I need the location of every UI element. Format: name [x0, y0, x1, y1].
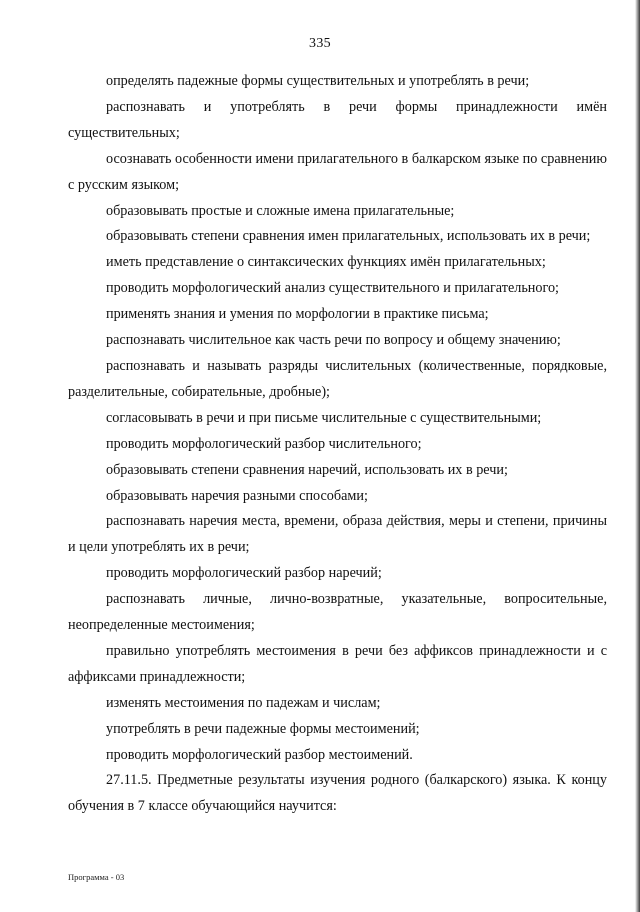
paragraph: осознавать особенности имени прилагательного в балкарском языке по сравнению с русским языком;	[68, 150, 607, 193]
paragraph: распознавать личные, лично-возвратные, указательные, вопросительные, неопределенные местоимения;	[68, 591, 607, 634]
paragraph: проводить морфологический разбор числительного;	[106, 435, 422, 452]
paragraph: образовывать степени сравнения наречий, использовать их в речи;	[106, 461, 508, 478]
page-footer: Программа - 03	[68, 872, 125, 882]
paragraph: иметь представление о синтаксических функциях имён прилагательных;	[106, 254, 546, 271]
page-number: 335	[309, 36, 331, 51]
paragraph: изменять местоимения по падежам и числам;	[106, 694, 381, 711]
scan-edge-shadow	[635, 0, 640, 912]
paragraph: распознавать наречия места, времени, образа действия, меры и степени, причины и цели употреблять их в речи;	[68, 513, 607, 556]
paragraph: правильно употреблять местоимения в речи без аффиксов принадлежности и с аффиксами принадлежности;	[68, 642, 607, 685]
paragraph: употреблять в речи падежные формы местоимений;	[106, 720, 420, 737]
paragraph: образовывать степени сравнения имен прилагательных, использовать их в речи;	[106, 228, 591, 245]
paragraph: проводить морфологический разбор наречий;	[106, 565, 382, 582]
paragraph: проводить морфологический разбор местоимений.	[106, 746, 413, 763]
paragraph: распознавать числительное как часть речи по вопросу и общему значению;	[106, 332, 561, 349]
paragraph: согласовывать в речи и при письме числительные с существительными;	[106, 409, 542, 426]
section-heading-paragraph: 27.11.5. Предметные результаты изучения родного (балкарского) языка. К концу обучения в 7 классе обучающийся научится:	[68, 772, 607, 815]
paragraph: образовывать простые и сложные имена прилагательные;	[106, 202, 455, 219]
body-text	[68, 69, 607, 820]
paragraph: образовывать наречия разными способами;	[106, 487, 368, 504]
paragraph: распознавать и называть разряды числительных (количественные, порядковые, разделительные, собирательные, дробные);	[68, 357, 607, 400]
paragraph: распознавать и употреблять в речи формы принадлежности имён существительных;	[68, 98, 607, 141]
paragraph: проводить морфологический анализ существительного и прилагательного;	[106, 280, 559, 297]
paragraph: определять падежные формы существительных и употреблять в речи;	[106, 73, 530, 89]
paragraph: применять знания и умения по морфологии в практике письма;	[106, 306, 489, 323]
